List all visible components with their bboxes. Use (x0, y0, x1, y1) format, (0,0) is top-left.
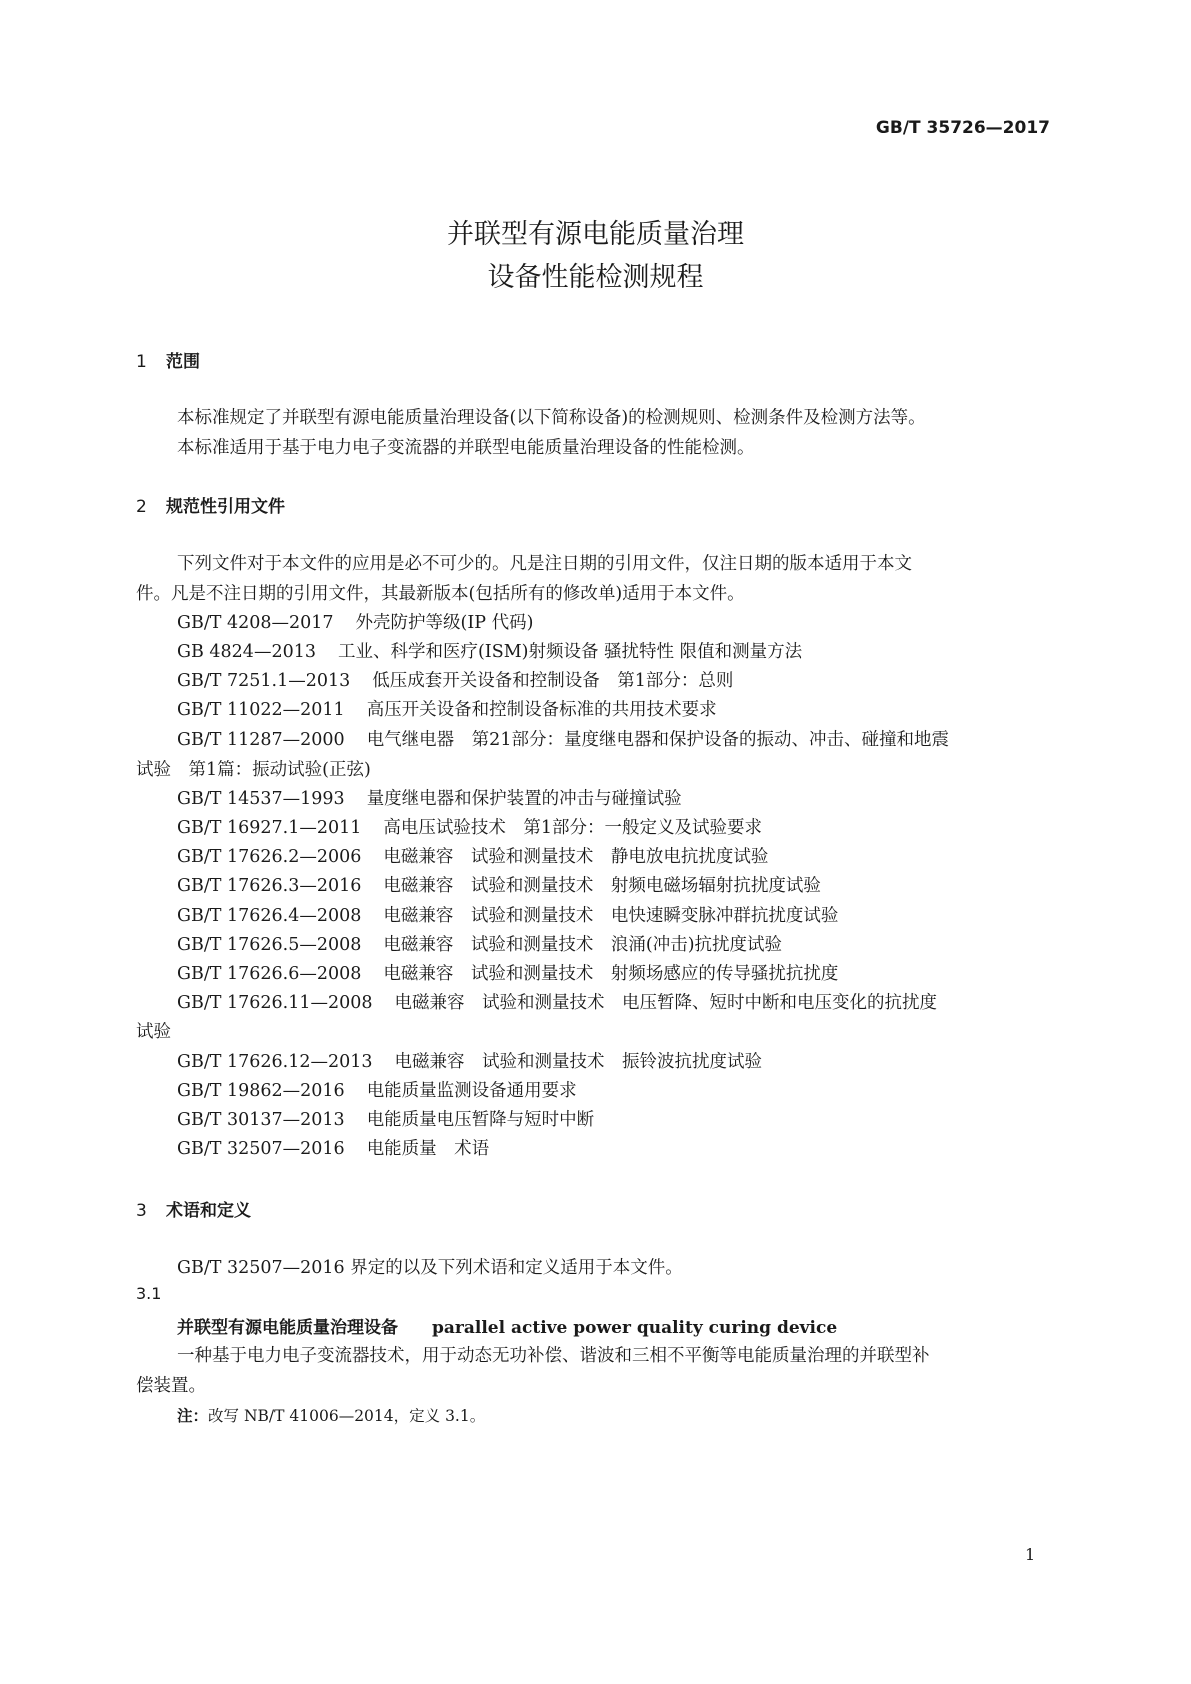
reference-item (177, 843, 768, 868)
reference-title: 高电压试验技术 第1部分：一般定义及试验要求 (383, 818, 763, 838)
document-title-line-1: 并联型有源电能质量治理 (447, 219, 744, 250)
reference-code: GB/T 17626.2—2006 (177, 847, 362, 867)
definition-note (177, 1404, 485, 1426)
term-english: parallel active power quality curing device (432, 1318, 838, 1338)
definition-line-1: 一种基于电力电子变流器技术，用于动态无功补偿、谐波和三相不平衡等电能质量治理的并联型补 (177, 1346, 930, 1366)
reference-title: 高压开关设备和控制设备标准的共用技术要求 (366, 700, 717, 720)
section-title: 规范性引用文件 (166, 497, 285, 517)
reference-item (177, 609, 533, 634)
reference-code: GB/T 7251.1—2013 (177, 671, 351, 691)
reference-item (177, 989, 937, 1014)
section-number: 1 (136, 352, 147, 372)
reference-title: 低压成套开关设备和控制设备 第1部分：总则 (372, 671, 734, 691)
definition-number: 3.1 (136, 1284, 162, 1303)
reference-item (177, 1106, 594, 1131)
reference-item (177, 696, 717, 721)
reference-item (177, 872, 821, 897)
reference-code: GB/T 32507—2016 (177, 1139, 345, 1159)
section-title: 范围 (166, 352, 200, 372)
reference-code: GB/T 11022—2011 (177, 700, 345, 720)
standard-code: GB/T 35726—2017 (875, 118, 1050, 138)
reference-title: 电磁兼容 试验和测量技术 电压暂降、短时中断和电压变化的抗扰度 (394, 993, 938, 1013)
reference-item (177, 814, 762, 839)
reference-item (177, 785, 682, 810)
section-3-intro: GB/T 32507—2016 界定的以及下列术语和定义适用于本文件。 (177, 1258, 683, 1278)
reference-title: 电磁兼容 试验和测量技术 振铃波抗扰度试验 (394, 1052, 763, 1072)
reference-code: GB/T 17626.11—2008 (177, 993, 373, 1013)
section-2-intro-line-2: 件。凡是不注日期的引用文件，其最新版本(包括所有的修改单)适用于本文件。 (136, 584, 745, 604)
reference-code: GB/T 4208—2017 (177, 613, 334, 633)
reference-title: 电能质量 术语 (366, 1139, 490, 1159)
section-3-heading (136, 1196, 251, 1221)
reference-item-continuation: 试验 第1篇：振动试验(正弦) (136, 760, 371, 780)
reference-code: GB 4824—2013 (177, 642, 316, 662)
term-chinese: 并联型有源电能质量治理设备 (177, 1318, 398, 1338)
reference-item (177, 726, 949, 751)
section-2-intro-line-1: 下列文件对于本文件的应用是必不可少的。凡是注日期的引用文件，仅注日期的版本适用于本文 (177, 554, 912, 574)
note-label: 注： (177, 1407, 209, 1425)
reference-title: 电磁兼容 试验和测量技术 浪涌(冲击)抗扰度试验 (383, 935, 783, 955)
section-number: 3 (136, 1201, 147, 1221)
definition-line-2: 偿装置。 (136, 1376, 206, 1396)
reference-title: 量度继电器和保护装置的冲击与碰撞试验 (366, 789, 682, 809)
section-1-heading (136, 347, 200, 372)
page-number: 1 (1025, 1545, 1036, 1564)
section-1-paragraph-2: 本标准适用于基于电力电子变流器的并联型电能质量治理设备的性能检测。 (177, 438, 755, 458)
reference-item (177, 1077, 577, 1102)
note-text: 改写 NB/T 41006—2014，定义 3.1。 (208, 1407, 486, 1425)
reference-code: GB/T 11287—2000 (177, 730, 345, 750)
reference-code: GB/T 17626.3—2016 (177, 876, 362, 896)
reference-item (177, 638, 802, 663)
reference-title: 电能质量监测设备通用要求 (366, 1081, 577, 1101)
reference-code: GB/T 19862—2016 (177, 1081, 345, 1101)
reference-code: GB/T 17626.12—2013 (177, 1052, 373, 1072)
reference-title: 工业、科学和医疗(ISM)射频设备 骚扰特性 限值和测量方法 (337, 642, 803, 662)
section-1-paragraph-1: 本标准规定了并联型有源电能质量治理设备(以下简称设备)的检测规则、检测条件及检测方法等。 (177, 408, 926, 428)
reference-item (177, 960, 838, 985)
reference-code: GB/T 17626.5—2008 (177, 935, 362, 955)
reference-item (177, 902, 838, 927)
reference-code: GB/T 14537—1993 (177, 789, 345, 809)
section-number: 2 (136, 497, 147, 517)
reference-title: 电气继电器 第21部分：量度继电器和保护设备的振动、冲击、碰撞和地震 (366, 730, 949, 750)
section-title: 术语和定义 (166, 1201, 251, 1221)
reference-title: 外壳防护等级(IP 代码) (355, 613, 534, 633)
reference-item (177, 1048, 762, 1073)
reference-item (177, 931, 782, 956)
reference-code: GB/T 30137—2013 (177, 1110, 345, 1130)
reference-code: GB/T 17626.4—2008 (177, 906, 362, 926)
reference-title: 电磁兼容 试验和测量技术 射频电磁场辐射抗扰度试验 (383, 876, 821, 896)
reference-title: 电磁兼容 试验和测量技术 静电放电抗扰度试验 (383, 847, 769, 867)
reference-item (177, 667, 733, 692)
reference-item (177, 1135, 489, 1160)
reference-code: GB/T 16927.1—2011 (177, 818, 362, 838)
reference-item-continuation: 试验 (136, 1022, 171, 1042)
reference-code: GB/T 17626.6—2008 (177, 964, 362, 984)
term-entry (177, 1313, 837, 1338)
section-2-heading (136, 492, 285, 517)
reference-title: 电能质量电压暂降与短时中断 (366, 1110, 595, 1130)
reference-title: 电磁兼容 试验和测量技术 射频场感应的传导骚扰抗扰度 (383, 964, 839, 984)
reference-title: 电磁兼容 试验和测量技术 电快速瞬变脉冲群抗扰度试验 (383, 906, 839, 926)
document-title-line-2: 设备性能检测规程 (487, 262, 704, 293)
